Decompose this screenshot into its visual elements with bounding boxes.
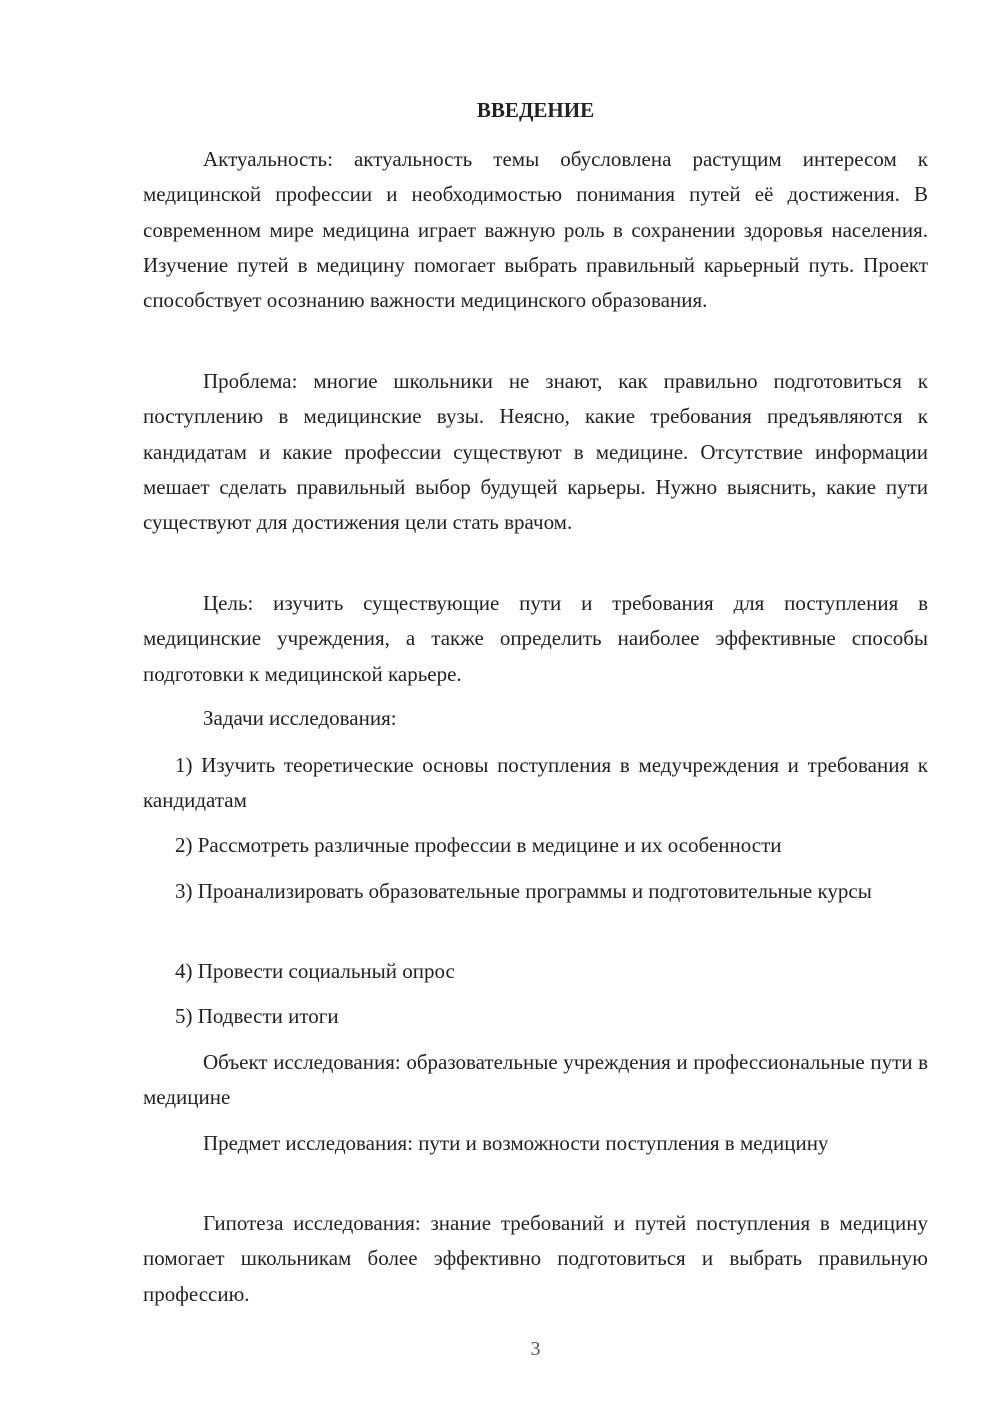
tasks-heading: Задачи исследования: <box>203 706 397 730</box>
task-item-1: 1) Изучить теоретические основы поступления в медучреждения и требования к кандидатам <box>143 753 928 813</box>
paragraph-relevance: Актуальность: актуальность темы обусловлена растущим интересом к медицинской профессии и необходимостью понимания путей её достижения. В современном мире медицина играет важную роль в сохранении здоровья населения. Изучение путей в медицину помогает выбрать правильный карьерный путь. Проект способствует осознанию важности медицинского образования. <box>143 147 928 313</box>
paragraph-goal: Цель: изучить существующие пути и требования для поступления в медицинские учреждения, а также определить наиболее эффективные способы подготовки к медицинской карьере. <box>143 591 928 686</box>
task-item-2: 2) Рассмотреть различные профессии в медицине и их особенности <box>175 833 782 857</box>
paragraph-problem: Проблема: многие школьники не знают, как правильно подготовиться к поступлению в медицинские вузы. Неясно, какие требования предъявляются к кандидатам и какие профессии существуют в медицине. Отсутствие информации мешает сделать правильный выбор будущей карьеры. Нужно выяснить, какие пути существуют для достижения цели стать врачом. <box>143 369 928 535</box>
page-number: 3 <box>530 1338 541 1360</box>
paragraph-object: Объект исследования: образовательные учреждения и профессиональные пути в медицине <box>143 1050 928 1110</box>
task-item-3: 3) Проанализировать образовательные программы и подготовительные курсы <box>175 879 872 903</box>
section-heading: ВВЕДЕНИЕ <box>476 98 595 122</box>
paragraph-subject: Предмет исследования: пути и возможности поступления в медицину <box>203 1131 829 1155</box>
task-item-5: 5) Подвести итоги <box>175 1004 339 1028</box>
task-item-4: 4) Провести социальный опрос <box>175 959 455 983</box>
paragraph-hypothesis: Гипотеза исследования: знание требований и путей поступления в медицину помогает школьникам более эффективно подготовиться и выбрать правильную профессию. <box>143 1211 928 1306</box>
